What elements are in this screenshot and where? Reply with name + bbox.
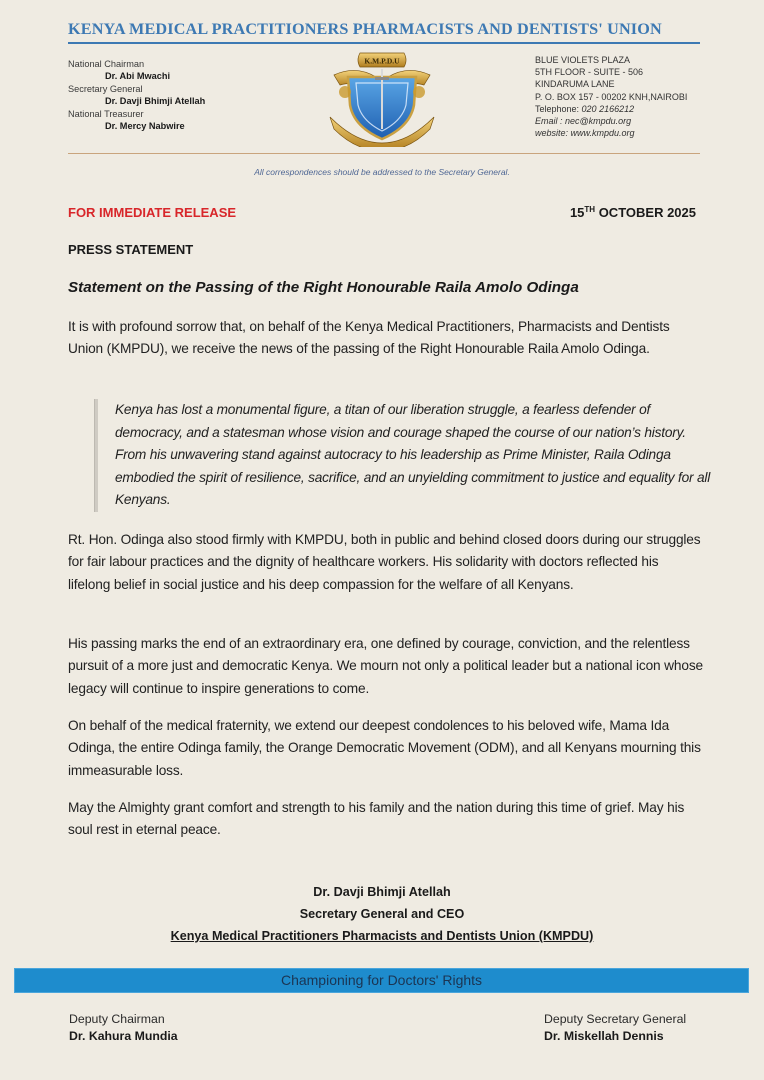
official-role: National Chairman — [68, 59, 145, 69]
kmpdu-logo — [326, 47, 438, 147]
organization-title: KENYA MEDICAL PRACTITIONERS PHARMACISTS AND DENTISTS' UNION — [68, 20, 662, 38]
signatory-name: Dr. Davji Bhimji Atellah — [313, 885, 451, 899]
footer-right-role: Deputy Secretary General — [544, 1012, 687, 1026]
solidarity-paragraph: Rt. Hon. Odinga also stood firmly with KMPDU, both in public and behind closed doors during our struggles for fair labour practices and the dignity of healthcare workers. His solidarity with doctors reflected his lifelong belief in social justice and his deep compassion for the welfare of all Kenyans. — [68, 532, 701, 592]
official-role: National Treasurer — [68, 108, 144, 119]
address-line: BLUE VIOLETS PLAZA — [535, 55, 631, 65]
quote-bar — [94, 399, 98, 512]
intro-paragraph: It is with profound sorrow that, on behalf of the Kenya Medical Practitioners, Pharmacists and Dentists Union (KMPDU), we receive the news of the passing of the Right Honourable Raila Amolo Odinga. — [68, 319, 670, 357]
official-role: Secretary General — [68, 83, 143, 94]
footer-left-role: Deputy Chairman — [69, 1012, 165, 1026]
logo-banner-text: K.M.P.D.U — [364, 56, 400, 66]
letterhead-divider — [68, 153, 700, 154]
release-date — [570, 205, 696, 220]
closing-paragraph: May the Almighty grant comfort and strength to his family and the nation during this time of grief. May his soul rest in eternal peace. — [68, 800, 685, 838]
statement-headline: Statement on the Passing of the Right Honourable Raila Amolo Odinga — [68, 279, 579, 296]
address-line: KINDARUMA LANE — [535, 79, 615, 90]
footer-right-name: Dr. Miskellah Dennis — [544, 1029, 664, 1043]
quote-paragraph: Kenya has lost a monumental figure, a titan of our liberation struggle, a fearless defender of democracy, and a statesman whose vision and courage shaped the course of our nation’s history. From his unwavering stand against autocracy to his leadership as Prime Minister, Raila Odinga embodied the spirit of resilience, sacrifice, and an unyielding commitment to justice and equality for all Kenyans. — [115, 402, 711, 507]
condolences-paragraph: On behalf of the medical fraternity, we extend our deepest condolences to his beloved wife, Mama Ida Odinga, the entire Odinga family, the Orange Democratic Movement (ODM), and all Kenyans mourning this immeasurable loss. — [68, 718, 701, 778]
address-line: P. O. BOX 157 - 00202 KNH,NAIROBI — [535, 91, 688, 102]
officials-list — [68, 58, 205, 132]
document-type: PRESS STATEMENT — [68, 242, 194, 257]
date-month-year: OCTOBER 2025 — [595, 205, 696, 220]
shield-emblem-icon — [326, 47, 438, 147]
legacy-paragraph: His passing marks the end of an extraordinary era, one defined by courage, conviction, and the relentless pursuit of a more just and democratic Kenya. We mourn not only a political leader but a national icon whose legacy will continue to inspire generations to come. — [68, 636, 703, 696]
signatory-title: Secretary General and CEO — [299, 907, 465, 921]
address-line: 5TH FLOOR - SUITE - 506 — [535, 67, 644, 78]
release-label: FOR IMMEDIATE RELEASE — [68, 205, 237, 220]
signatory-organization: Kenya Medical Practitioners Pharmacists and Dentists Union (KMPDU) — [170, 929, 594, 943]
date-suffix: TH — [584, 205, 596, 214]
official-name: Dr. Davji Bhimji Atellah — [105, 96, 206, 107]
address-block — [535, 54, 687, 139]
website-line: website: www.kmpdu.org — [535, 128, 635, 139]
header-divider — [68, 42, 700, 44]
official-name: Dr. Abi Mwachi — [105, 71, 171, 82]
telephone-line — [535, 103, 687, 115]
official-name: Dr. Mercy Nabwire — [105, 121, 185, 132]
email-line: Email : nec@kmpdu.org — [535, 116, 632, 127]
telephone-number: 020 2166212 — [581, 103, 635, 114]
correspondence-note: All correspondences should be addressed to the Secretary General. — [254, 167, 510, 177]
date-day: 15 — [569, 205, 585, 220]
slogan-banner: Championing for Doctors' Rights — [14, 968, 749, 993]
telephone-label: Telephone: — [535, 103, 582, 114]
footer-left-name: Dr. Kahura Mundia — [69, 1029, 178, 1043]
